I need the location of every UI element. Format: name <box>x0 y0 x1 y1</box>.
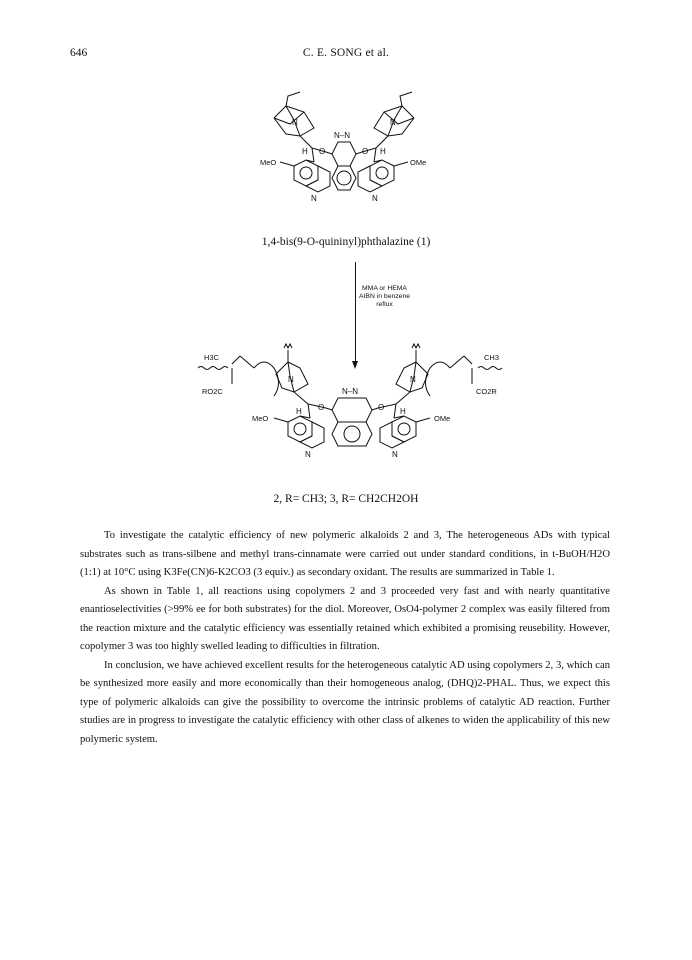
monomer-n-bridge-right: N <box>390 118 396 127</box>
condition-temperature: reflux <box>376 301 393 308</box>
polymer-n-pyridazine: N–N <box>342 387 359 396</box>
monomer-n-quinoline-right: N <box>372 194 378 203</box>
polymer-caption: 2, R= CH3; 3, R= CH2CH2OH <box>273 493 419 505</box>
polymer-ch3: CH3 <box>484 353 500 362</box>
polymer-meo: MeO <box>252 414 269 423</box>
polymer-h-right: H <box>400 407 406 416</box>
monomer-structure-diagram <box>214 92 474 224</box>
monomer-n-pyridazine: N–N <box>334 131 351 140</box>
polymer-ome: OMe <box>434 414 451 423</box>
running-title: C. E. SONG et al. <box>302 47 390 59</box>
paragraph-conclusion: In conclusion, we have achieved excellent results for the heterogeneous catalytic AD using copolymers 2, 3, which can be synthesized more easily and more economically than their homogeneous analog, (DHQ)2-PHAL. Thus, we expect this type of polymeric alkaloids can give the possibility to overcome the intrinsic problems of catalytic AD reaction. Further studies are in progress to investigate the catalytic efficiency with other class of alkenes to widen the applicability of this new polymeric system. <box>80 659 610 745</box>
monomer-n-bridge-left: N <box>292 118 298 127</box>
monomer-h-right: H <box>380 147 386 156</box>
page-header <box>70 47 622 63</box>
polymer-ro2c: RO2C <box>202 387 223 396</box>
paragraph-investigation: To investigate the catalytic efficiency of new polymeric alkaloids 2 and 3, The heterogeneous ADs with typical substrates such as trans-silbene and methyl trans-cinnamate were carried out under standard conditions, in t-BuOH/H2O (1:1) at 10°C using K3Fe(CN)6-K2CO3 (3 equiv.) as secondary oxidant. The results are summarized in Table 1. <box>80 530 610 578</box>
polymer-h-left: H <box>296 407 302 416</box>
polymer-h3c: H3C <box>204 353 220 362</box>
monomer-n-quinoline-left: N <box>311 194 317 203</box>
polymer-o-right: O <box>378 403 385 412</box>
page-number: 646 <box>70 47 88 59</box>
polymer-n-quinoline-left: N <box>305 450 311 459</box>
reaction-conditions <box>359 285 410 309</box>
polymer-bonds <box>198 344 502 448</box>
paragraph-results: As shown in Table 1, all reactions using copolymers 2 and 3 proceeded very fast and with nearly quantitative enantioselectivities (>99% ee for both substrates) for the diol. Moreover, OsO4-polymer 2 complex was easily filtered from the reaction mixture and the catalytic efficiency was essentially retained which exhibited a promising reusebility. However, copolymer 3 was too highly swelled leading to difficulties in filtration. <box>80 585 610 652</box>
monomer-o-right: O <box>362 147 369 156</box>
body-text <box>80 527 610 749</box>
polymer-n-bridge-right: N <box>410 375 416 384</box>
condition-initiator: AIBN in benzene <box>359 293 411 300</box>
monomer-meo: MeO <box>260 158 277 167</box>
monomer-ome: OMe <box>410 158 427 167</box>
monomer-h-left: H <box>302 147 308 156</box>
monomer-bonds <box>274 92 414 192</box>
condition-monomer: MMA or HEMA <box>362 285 407 292</box>
polymer-co2r: CO2R <box>476 387 497 396</box>
polymer-n-bridge-left: N <box>288 375 294 384</box>
monomer-caption: 1,4-bis(9-O-quininyl)phthalazine (1) <box>261 236 431 248</box>
monomer-o-left: O <box>319 147 326 156</box>
polymer-o-left: O <box>318 403 325 412</box>
polymer-structure-diagram <box>192 338 512 480</box>
polymer-n-quinoline-right: N <box>392 450 398 459</box>
